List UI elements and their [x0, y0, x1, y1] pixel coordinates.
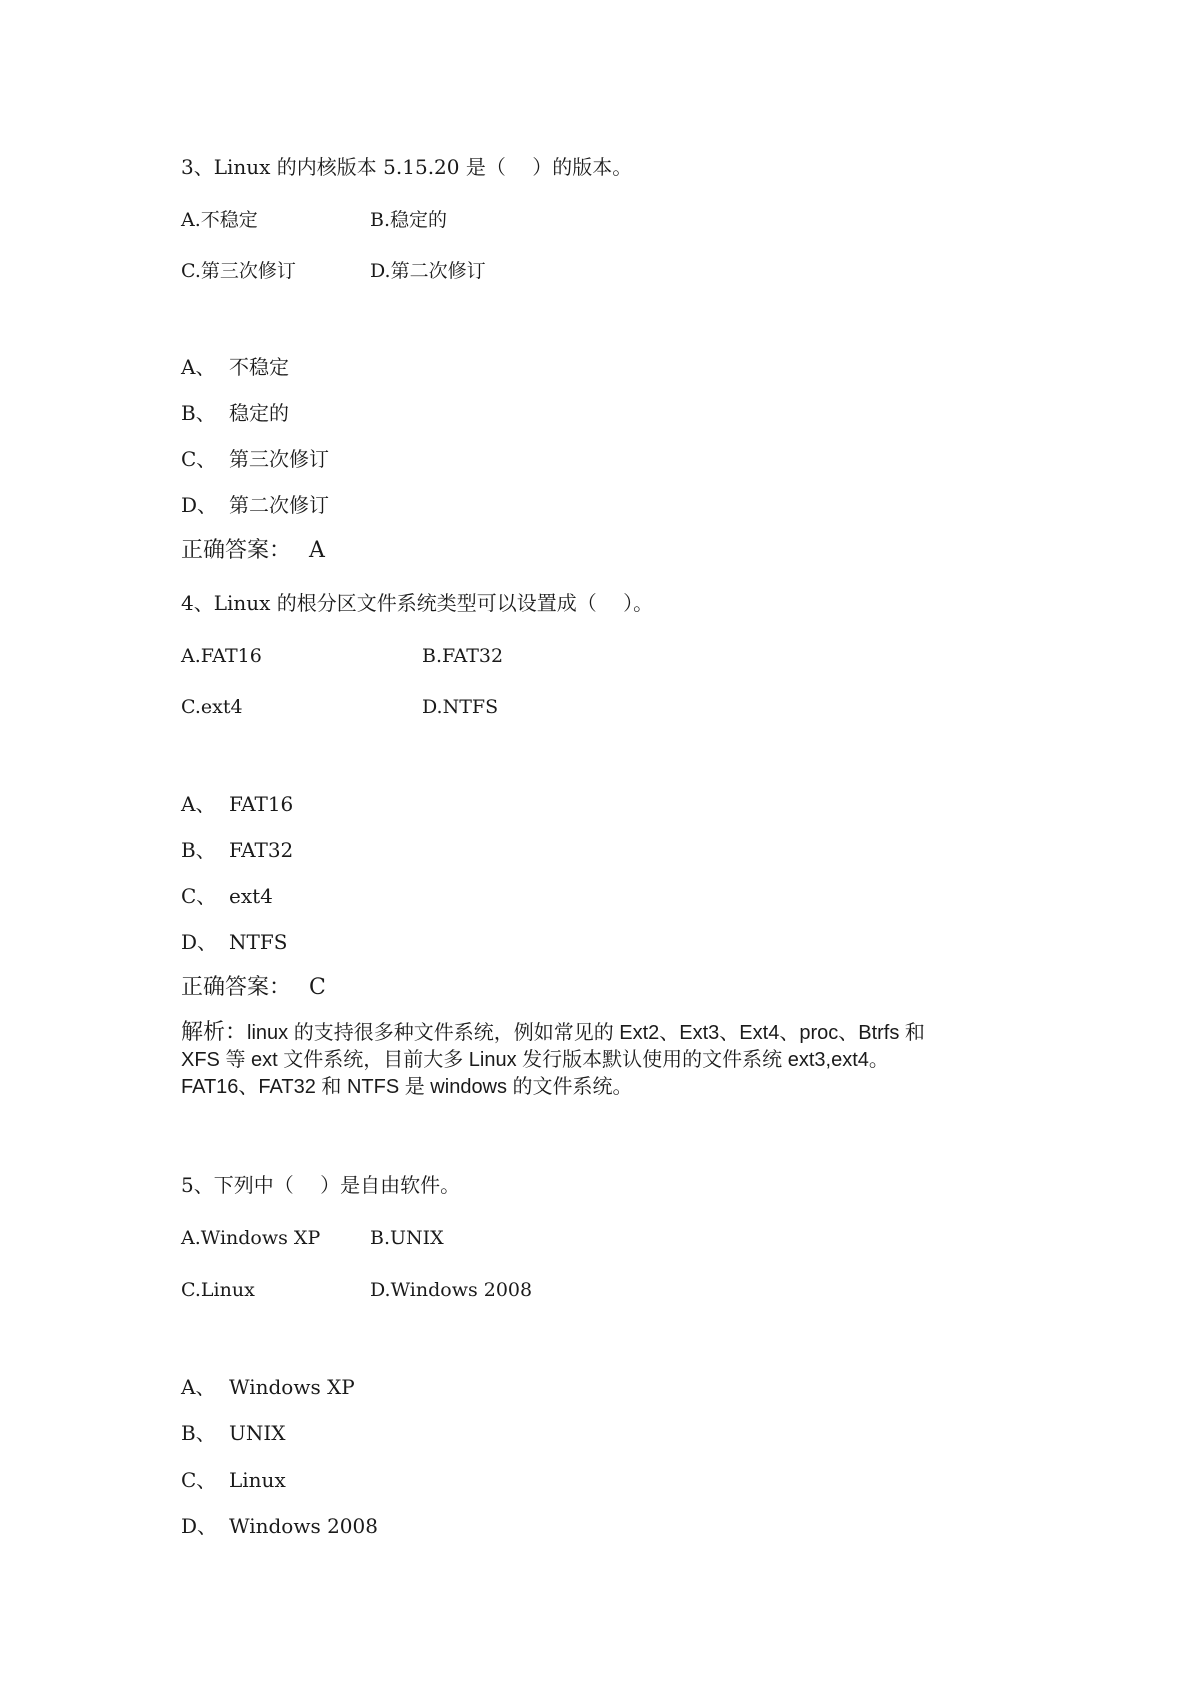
- choice-letter: A、: [181, 355, 216, 379]
- choice-text: FAT16: [229, 792, 294, 816]
- choice-letter: A、: [181, 1375, 216, 1399]
- question-5-stem: 5、下列中（ ）是自由软件。: [181, 1173, 461, 1197]
- correct-answer-value: A: [309, 538, 325, 563]
- grid-option-a: A.FAT16: [181, 645, 262, 667]
- choice-text: Linux: [229, 1468, 286, 1492]
- choice-item: [181, 446, 329, 472]
- choice-text: 稳定的: [229, 401, 289, 425]
- analysis-line-3: FAT16、FAT32 和 NTFS 是 windows 的文件系统。: [181, 1076, 633, 1098]
- correct-answer: [181, 537, 325, 565]
- grid-option-c: C.ext4: [181, 696, 243, 718]
- choice-item: [181, 929, 287, 955]
- choice-letter: C、: [181, 884, 217, 908]
- choice-item: [181, 837, 293, 863]
- correct-answer-label: 正确答案：: [181, 975, 292, 1000]
- choice-item: [181, 1374, 355, 1400]
- analysis-line-1: [181, 1019, 1001, 1047]
- choice-letter: B、: [181, 838, 216, 862]
- choice-item: [181, 1513, 378, 1539]
- choice-item: [181, 400, 289, 426]
- choice-text: UNIX: [229, 1421, 286, 1445]
- analysis-text: linux 的支持很多种文件系统，例如常见的 Ext2、Ext3、Ext4、proc、Btrfs 和: [247, 1022, 925, 1044]
- choice-item: [181, 1420, 286, 1446]
- grid-option-b: B.稳定的: [370, 209, 448, 231]
- choice-letter: A、: [181, 792, 216, 816]
- grid-option-d: D.NTFS: [422, 696, 499, 718]
- choice-text: 第三次修订: [229, 447, 329, 471]
- choice-item: [181, 492, 329, 518]
- choice-text: ext4: [229, 884, 273, 908]
- choice-text: FAT32: [229, 838, 294, 862]
- choice-letter: C、: [181, 1468, 217, 1492]
- choice-text: 不稳定: [229, 355, 289, 379]
- choice-item: [181, 354, 289, 380]
- choice-letter: D、: [181, 493, 218, 517]
- grid-option-b: B.UNIX: [370, 1227, 444, 1249]
- analysis-block: [181, 1019, 1001, 1101]
- choice-text: Windows XP: [229, 1375, 355, 1399]
- choice-letter: D、: [181, 930, 218, 954]
- grid-option-c: C.Linux: [181, 1279, 255, 1301]
- choice-letter: B、: [181, 401, 216, 425]
- choice-item: [181, 883, 273, 909]
- choice-item: [181, 1467, 286, 1493]
- choice-letter: B、: [181, 1421, 216, 1445]
- choice-text: Windows 2008: [229, 1514, 378, 1538]
- grid-option-d: D.第二次修订: [370, 260, 486, 282]
- choice-letter: D、: [181, 1514, 218, 1538]
- grid-option-c: C.第三次修订: [181, 260, 296, 282]
- correct-answer: [181, 974, 326, 1002]
- analysis-label: 解析：: [181, 1020, 248, 1045]
- choice-text: 第二次修订: [229, 493, 329, 517]
- grid-option-a: A.不稳定: [181, 209, 258, 231]
- correct-answer-label: 正确答案：: [181, 538, 292, 563]
- grid-option-b: B.FAT32: [422, 645, 504, 667]
- grid-option-a: A.Windows XP: [181, 1227, 321, 1249]
- choice-text: NTFS: [229, 930, 288, 954]
- question-3-stem: 3、Linux 的内核版本 5.15.20 是（ ）的版本。: [181, 155, 633, 179]
- choice-letter: C、: [181, 447, 217, 471]
- question-4-stem: 4、Linux 的根分区文件系统类型可以设置成（ ）。: [181, 591, 654, 615]
- analysis-line-2: XFS 等 ext 文件系统，目前大多 Linux 发行版本默认使用的文件系统 ext3,ext4。: [181, 1049, 889, 1071]
- grid-option-d: D.Windows 2008: [370, 1279, 533, 1301]
- correct-answer-value: C: [309, 975, 326, 1000]
- choice-item: [181, 791, 293, 817]
